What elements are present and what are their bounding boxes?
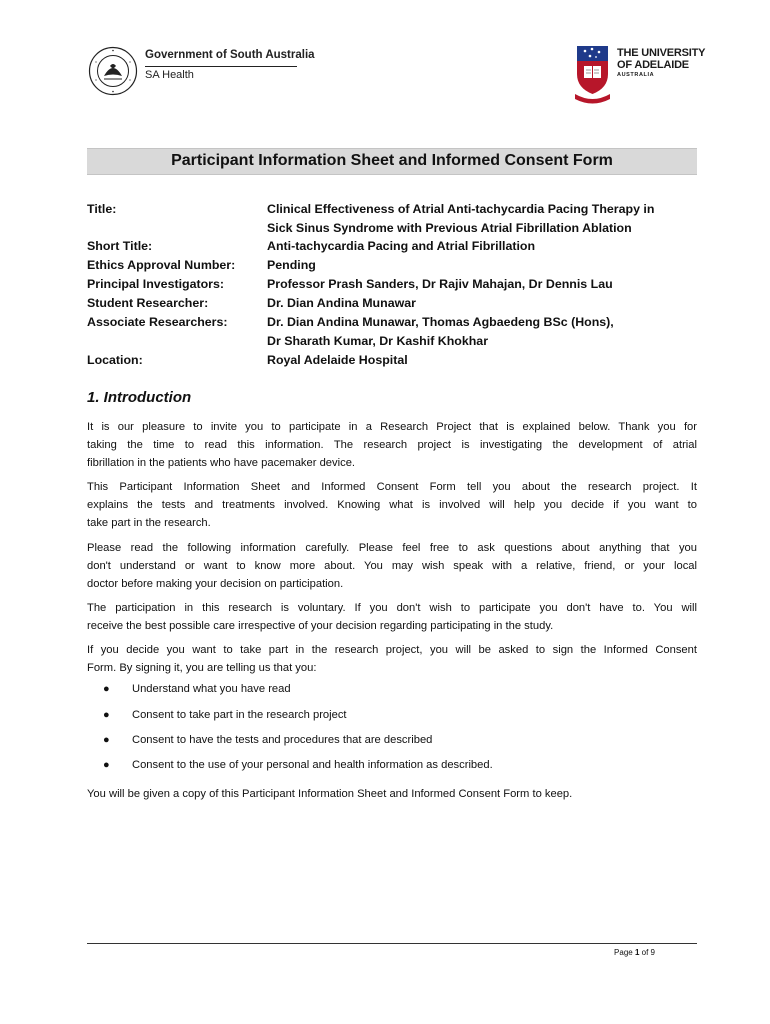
list-item (87, 709, 697, 727)
bullet-icon: ● (103, 683, 110, 695)
paragraph-line: taking the time to read this information. The research project is investigating the development of atrial (87, 439, 697, 451)
paragraph-invitation (87, 418, 697, 472)
detail-value-line: Clinical Effectiveness of Atrial Anti-tachycardia Pacing Therapy in (267, 202, 655, 216)
bullet-icon: ● (103, 734, 110, 746)
detail-label: Location: (87, 353, 143, 367)
paragraph-line: Please read the following information carefully. Please feel free to ask questions about anything that you (87, 542, 697, 554)
paragraph-line: You will be given a copy of this Participant Information Sheet and Informed Consent Form to keep. (87, 788, 573, 800)
bullet-icon: ● (103, 709, 110, 721)
university-country: AUSTRALIA (617, 72, 655, 78)
sa-logo-rule (145, 66, 297, 67)
list-item-text: Consent to take part in the research project (132, 709, 347, 721)
detail-value-line: Pending (267, 258, 316, 272)
footer-rule (87, 943, 697, 944)
paragraph-voluntary (87, 599, 697, 635)
university-name-line2: OF ADELAIDE (617, 59, 689, 71)
university-crest-icon (575, 44, 615, 104)
detail-value-line: Dr Sharath Kumar, Dr Kashif Khokhar (267, 334, 489, 348)
list-item-text: Consent to have the tests and procedures that are described (132, 734, 433, 746)
paragraph-line: Form. By signing it, you are telling us that you: (87, 662, 317, 674)
list-item (87, 683, 697, 701)
paragraph-line: fibrillation in the patients who have pacemaker device. (87, 457, 356, 469)
paragraph-line: doctor before making your decision on participation. (87, 578, 344, 590)
page-number (560, 948, 655, 957)
sa-government-name: Government of South Australia (145, 49, 315, 61)
detail-value (267, 275, 699, 294)
detail-value (267, 351, 699, 370)
detail-label: Associate Researchers: (87, 315, 228, 329)
paragraph-line: This Participant Information Sheet and Informed Consent Form tell you about the research project. It (87, 481, 697, 493)
paragraph-signing (87, 641, 697, 677)
detail-label: Title: (87, 202, 117, 216)
paragraph-line: The participation in this research is voluntary. If you don't wish to participate you don't have to. You will (87, 602, 697, 614)
section-heading-introduction: 1. Introduction (87, 389, 192, 406)
detail-value-line: Sick Sinus Syndrome with Previous Atrial Fibrillation Ablation (267, 221, 632, 235)
list-item (87, 759, 697, 777)
list-item (87, 734, 697, 752)
detail-value (267, 313, 699, 351)
of-word: of (641, 948, 649, 957)
detail-value-line: Professor Prash Sanders, Dr Rajiv Mahajan, Dr Dennis Lau (267, 277, 613, 291)
paragraph-line: receive the best possible care irrespective of your decision regarding participating in the study. (87, 620, 554, 632)
list-item-text: Consent to the use of your personal and health information as described. (132, 759, 493, 771)
paragraph-line: don't understand or want to know more about. You may wish speak with a relative, friend, or your local (87, 560, 697, 572)
detail-label: Short Title: (87, 239, 153, 253)
paragraph-line: If you decide you want to take part in the research project, you will be asked to sign the Informed Consent (87, 644, 697, 656)
paragraph-line: explains the tests and treatments involved. Knowing what is involved will help you decide if you want to (87, 499, 697, 511)
sa-government-seal-icon (88, 46, 138, 96)
detail-value (267, 200, 699, 238)
current-page: 1 (634, 948, 640, 957)
detail-value-line: Anti-tachycardia Pacing and Atrial Fibrillation (267, 239, 536, 253)
detail-label: Principal Investigators: (87, 277, 225, 291)
detail-label: Student Researcher: (87, 296, 209, 310)
detail-value (267, 294, 699, 313)
detail-label: Ethics Approval Number: (87, 258, 236, 272)
paragraph-line: It is our pleasure to invite you to participate in a Research Project that is explained below. Thank you for (87, 421, 697, 433)
detail-value (267, 256, 699, 275)
detail-value-line: Dr. Dian Andina Munawar (267, 296, 416, 310)
page-word: Page (614, 948, 633, 957)
detail-value-line: Dr. Dian Andina Munawar, Thomas Agbaedeng BSc (Hons), (267, 315, 614, 329)
sa-health-name: SA Health (145, 69, 194, 81)
university-name-line1: THE UNIVERSITY (617, 47, 706, 59)
bullet-icon: ● (103, 759, 110, 771)
sa-health-logo (88, 44, 315, 100)
document-title-bar (87, 148, 697, 175)
detail-value (267, 237, 699, 256)
total-pages: 9 (650, 948, 655, 957)
paragraph-closing (87, 785, 697, 803)
university-of-adelaide-logo (575, 44, 705, 106)
list-item-text: Understand what you have read (132, 683, 291, 695)
detail-value-line: Royal Adelaide Hospital (267, 353, 408, 367)
document-title: Participant Information Sheet and Informed Consent Form (171, 152, 613, 169)
paragraph-about-form (87, 478, 697, 532)
paragraph-read-carefully (87, 539, 697, 593)
paragraph-line: take part in the research. (87, 517, 211, 529)
